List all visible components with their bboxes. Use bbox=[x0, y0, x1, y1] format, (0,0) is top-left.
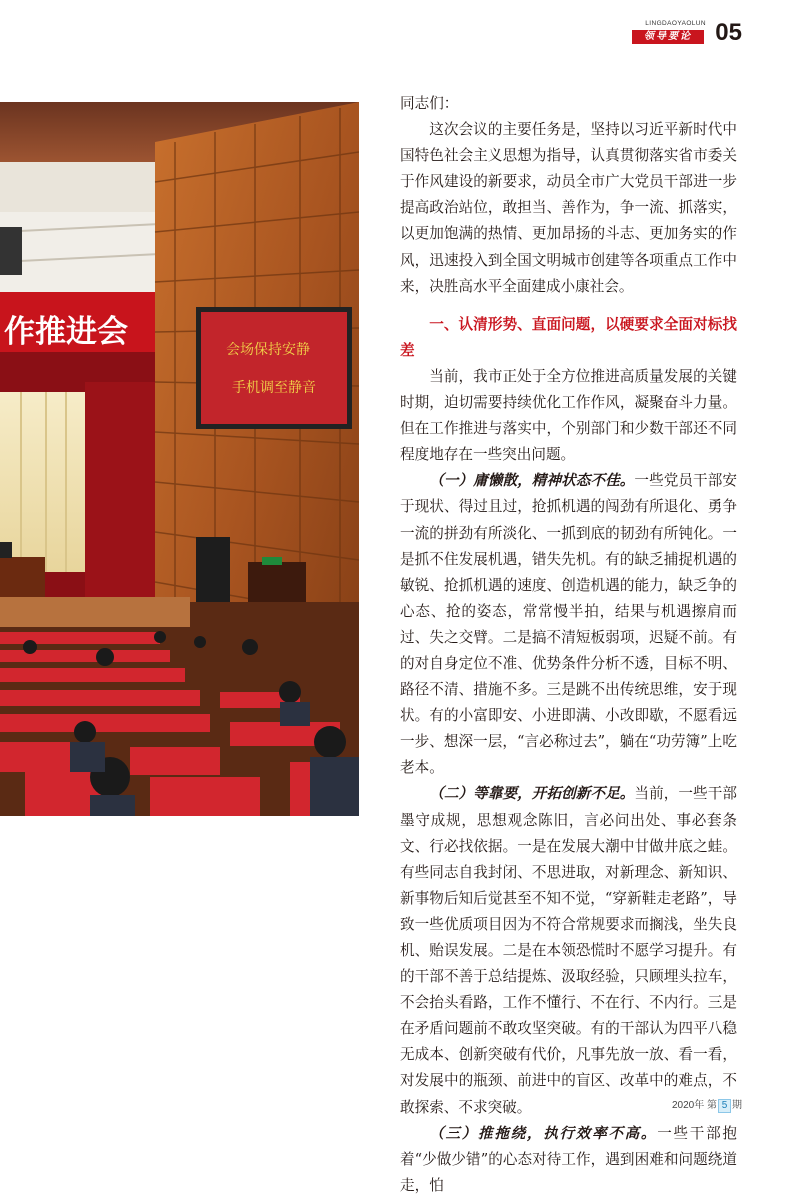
section-heading: 一、认清形势、直面问题，以硬要求全面对标找差 bbox=[400, 315, 737, 359]
subsection-2-title: （二）等靠要，开拓创新不足。 bbox=[429, 785, 635, 803]
page-number: 05 bbox=[715, 19, 742, 46]
footer-di: 第 bbox=[707, 1100, 718, 1111]
footer-qi: 期 bbox=[732, 1100, 743, 1111]
issue-footer bbox=[672, 1096, 742, 1113]
subsection-1-title: （一）庸懒散，精神状态不佳。 bbox=[429, 472, 635, 490]
banner-text: 作推进会 bbox=[4, 314, 128, 350]
section-intro-paragraph: 当前，我市正处于全方位推进高质量发展的关键时期，迫切需要持续优化工作作风，凝聚奋斗力量。但在工作推进与落实中，个别部门和少数干部还不同程度地存在一些突出问题。 bbox=[400, 367, 737, 464]
subsection-1-paragraph bbox=[400, 468, 737, 781]
column-pinyin: LINGDAOYAOLUN bbox=[645, 20, 706, 27]
subsection-3-title: （三）推拖绕，执行效率不高。 bbox=[429, 1124, 658, 1142]
subsection-1-text: 一些党员干部安于现状、得过且过，抢抓机遇的闯劲有所退化、勇争一流的拼劲有所淡化、一抓到底的韧劲有所钝化。一是抓不住发展机遇，错失先机。有的缺乏捕捉机遇的敏锐、抢抓机遇的速度、创造机遇的能力，缺乏争的心态、抢的姿态，常常慢半拍，结果与机遇擦肩而过、失之交臂。二是搞不清短板弱项，迟疑不前。有的对自身定位不准、优势条件分析不透，目标不明、路径不清、措施不多。三是跳不出传统思维，安于现状。有的小富即安、小进即满、小改即歇，不愿看远一步、想深一层，“言必称过去”，躺在“功劳簿”上吃老本。 bbox=[400, 472, 737, 777]
subsection-3-paragraph bbox=[400, 1121, 737, 1199]
intro-paragraph: 这次会议的主要任务是，坚持以习近平新时代中国特色社会主义思想为指导，认真贯彻落实省市委关于作风建设的新要求，动员全市广大党员干部进一步提高政治站位，敢担当、善作为，争一流、抓落实，以更加饱满的热情、更加昂扬的斗志、更加务实的作风，迅速投入到全国文明城市创建等各项重点工作中来，决胜高水平全面建成小康社会。 bbox=[400, 121, 737, 295]
subsection-2-paragraph bbox=[400, 781, 737, 1120]
screen-line2: 手机调至静音 bbox=[232, 380, 316, 396]
conference-photo bbox=[0, 102, 359, 816]
column-name-badge: 领导要论 bbox=[632, 30, 704, 44]
footer-year: 2020年 bbox=[672, 1100, 705, 1111]
footer-issue-number: 5 bbox=[718, 1099, 731, 1113]
salutation: 同志们： bbox=[400, 95, 459, 112]
subsection-3-text: 一些干部抱着“少做少错”的心态对待工作，遇到困难和问题绕道走，怕 bbox=[400, 1124, 737, 1194]
subsection-2-text: 当前，一些干部墨守成规，思想观念陈旧，言必问出处、事必套条文、行必找依据。一是在发展大潮中甘做井底之蛙。有些同志自我封闭、不思进取，对新理念、新知识、新事物后知后觉甚至不知不觉，“穿新鞋走老路”，导致一些优质项目因为不符合常规要求而搁浅，坐失良机、贻误发展。二是在本领恐慌时不愿学习提升。有的干部不善于总结提炼、汲取经验，只顾埋头拉车，不会抬头看路，工作不懂行、不在行、不内行。三是在矛盾问题前不敢攻坚突破。有的干部认为四平八稳无成本、创新突破有代价，凡事先放一放、看一看，对发展中的瓶颈、前进中的盲区、改革中的难点，不敢探索、不求突破。 bbox=[400, 785, 737, 1116]
screen-line1: 会场保持安静 bbox=[226, 342, 310, 358]
article-body bbox=[400, 91, 737, 1199]
